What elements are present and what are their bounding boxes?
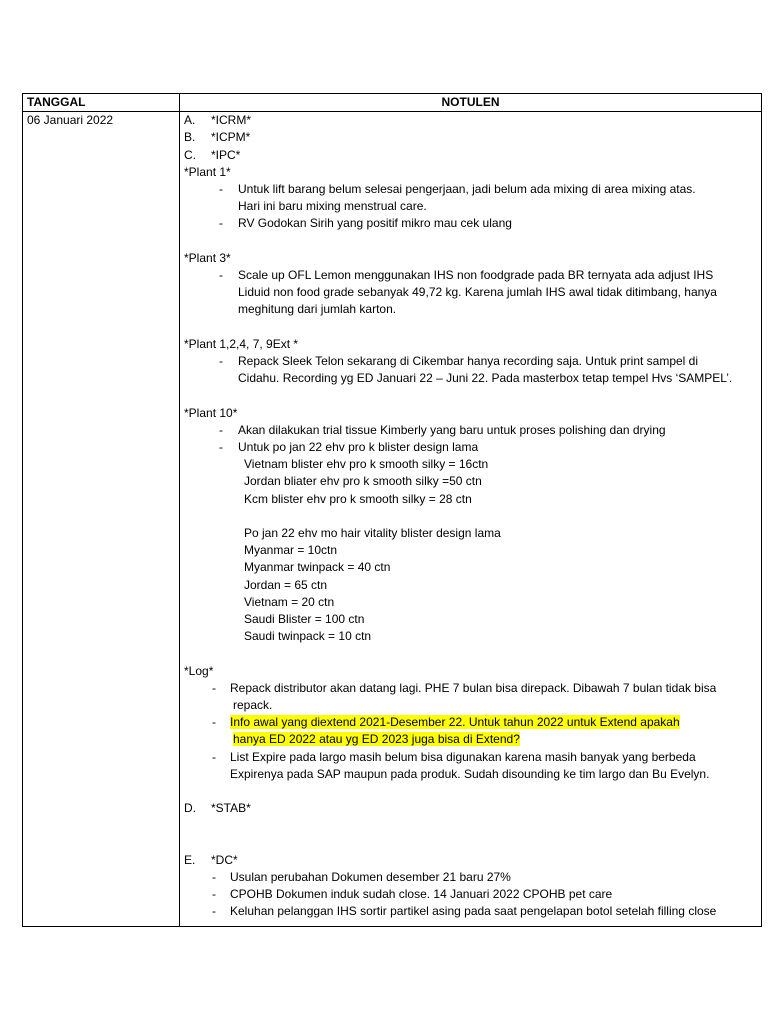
section-title-plant-1: *Plant 1*: [184, 164, 231, 179]
section-title-log: *Log*: [184, 663, 214, 678]
bullet-item: [184, 886, 757, 903]
date-cell: 06 Januari 2022: [23, 112, 180, 927]
text-line: Cidahu. Recording yg ED Januari 22 – Juni 22. Pada masterbox tetap tempel Hvs ‘SAMPEL’.: [238, 371, 733, 386]
header-tanggal: TANGGAL: [23, 94, 180, 112]
text-line: Repack distributor akan datang lagi. PHE 7 bulan bisa direpack. Dibawah 7 bulan tidak bisa: [230, 680, 717, 695]
section-title-plant-10: *Plant 10*: [184, 405, 238, 420]
bullet-item: [184, 680, 757, 714]
list-text: *ICPM*: [211, 130, 251, 145]
bullet-dash: -: [219, 422, 223, 437]
text-line: Expirenya pada SAP maupun pada produk. Sudah disounding ke tim largo dan Bu Evelyn.: [230, 766, 710, 781]
table-header-row: [23, 94, 762, 112]
list-text: *DC*: [211, 852, 238, 867]
sub-line: Vietnam blister ehv pro k smooth silky = 16ctn: [244, 457, 489, 472]
sub-line: Jordan = 65 ctn: [244, 577, 328, 592]
table-row: [23, 112, 762, 927]
bullet-dash: -: [212, 680, 216, 695]
bullet-text: Usulan perubahan Dokumen desember 21 baru 27%: [230, 870, 511, 885]
text-line: Liduid non food grade sebanyak 49,72 kg. Karena jumlah IHS awal tidak ditimbang, hanya: [238, 285, 717, 300]
list-letter: A.: [184, 113, 196, 128]
bullet-text: [238, 267, 757, 319]
list-item-e: [184, 852, 757, 869]
list-letter: E.: [184, 852, 196, 867]
bullet-text: RV Godokan Sirih yang positif mikro mau cek ulang: [238, 216, 512, 231]
bullet-item-highlighted: [184, 714, 757, 748]
bullet-text: Keluhan pelanggan IHS sortir partikel asing pada saat pengelapan botol setelah filling close: [230, 904, 717, 919]
text-line: Scale up OFL Lemon menggunakan IHS non foodgrade pada BR ternyata ada adjust IHS: [238, 268, 714, 283]
list-text: *IPC*: [211, 147, 241, 162]
sub-line: Saudi twinpack = 10 ctn: [244, 629, 372, 644]
sub-line: Myanmar twinpack = 40 ctn: [244, 560, 391, 575]
list-text: *STAB*: [211, 801, 251, 816]
bullet-dash: -: [212, 870, 216, 885]
bullet-text: [230, 680, 757, 714]
list-item-d: [184, 800, 757, 817]
bullet-dash: -: [219, 216, 223, 231]
bullet-text: [238, 353, 757, 387]
text-line: meghitung dari jumlah karton.: [238, 302, 397, 317]
bullet-item: [184, 749, 757, 783]
list-text: *ICRM*: [211, 113, 252, 128]
text-line: repack.: [233, 698, 273, 713]
list-letter: B.: [184, 130, 196, 145]
bullet-item: [184, 353, 757, 387]
bullet-dash: -: [212, 887, 216, 902]
bullet-text: Akan dilakukan trial tissue Kimberly yang baru untuk proses polishing dan drying: [238, 422, 666, 437]
bullet-text: [238, 181, 757, 215]
bullet-item: [184, 422, 757, 439]
highlighted-text: hanya ED 2022 atau yg ED 2023 juga bisa di Extend?: [233, 732, 520, 747]
bullet-dash: -: [219, 440, 223, 455]
bullet-dash: -: [212, 749, 216, 764]
bullet-item: [184, 215, 757, 232]
bullet-text: CPOHB Dokumen induk sudah close. 14 Januari 2022 CPOHB pet care: [230, 887, 613, 902]
bullet-dash: -: [219, 354, 223, 369]
bullet-item: [184, 869, 757, 886]
bullet-text: [230, 714, 757, 748]
sub-line: Myanmar = 10ctn: [244, 543, 338, 558]
sub-line: Jordan bliater ehv pro k smooth silky =50 ctn: [244, 474, 482, 489]
bullet-dash: -: [212, 715, 216, 730]
sub-line: Po jan 22 ehv mo hair vitality blister design lama: [244, 526, 501, 541]
section-title-plant-3: *Plant 3*: [184, 250, 231, 265]
list-letter: C.: [184, 147, 196, 162]
bullet-item: [184, 903, 757, 920]
header-notulen: NOTULEN: [180, 94, 762, 112]
text-line: Repack Sleek Telon sekarang di Cikembar hanya recording saja. Untuk print sampel di: [238, 354, 699, 369]
sub-line: Saudi Blister = 100 ctn: [244, 612, 365, 627]
bullet-text: [230, 749, 757, 783]
list-letter: D.: [184, 801, 196, 816]
text-line: List Expire pada largo masih belum bisa digunakan karena masih banyak yang berbeda: [230, 749, 696, 764]
list-item-c: [184, 147, 757, 164]
highlighted-text: Info awal yang diextend 2021-Desember 22. Untuk tahun 2022 untuk Extend apakah: [230, 715, 680, 730]
text-line: Untuk lift barang belum selesai pengerjaan, jadi belum ada mixing di area mixing atas.: [238, 182, 696, 197]
text-line: Hari ini baru mixing menstrual care.: [238, 199, 427, 214]
minutes-table: [22, 93, 762, 927]
bullet-item: [184, 181, 757, 215]
bullet-dash: -: [212, 904, 216, 919]
bullet-dash: -: [219, 268, 223, 283]
list-item-a: [184, 112, 757, 129]
section-title-plant-multi: *Plant 1,2,4, 7, 9Ext *: [184, 336, 299, 351]
bullet-item: [184, 267, 757, 319]
sub-line: Vietnam = 20 ctn: [244, 594, 335, 609]
list-item-b: [184, 129, 757, 146]
bullet-dash: -: [219, 182, 223, 197]
bullet-text: Untuk po jan 22 ehv pro k blister design lama: [238, 440, 479, 455]
bullet-item: [184, 439, 757, 456]
sub-line: Kcm blister ehv pro k smooth silky = 28 ctn: [244, 491, 472, 506]
notes-cell: [180, 112, 762, 927]
